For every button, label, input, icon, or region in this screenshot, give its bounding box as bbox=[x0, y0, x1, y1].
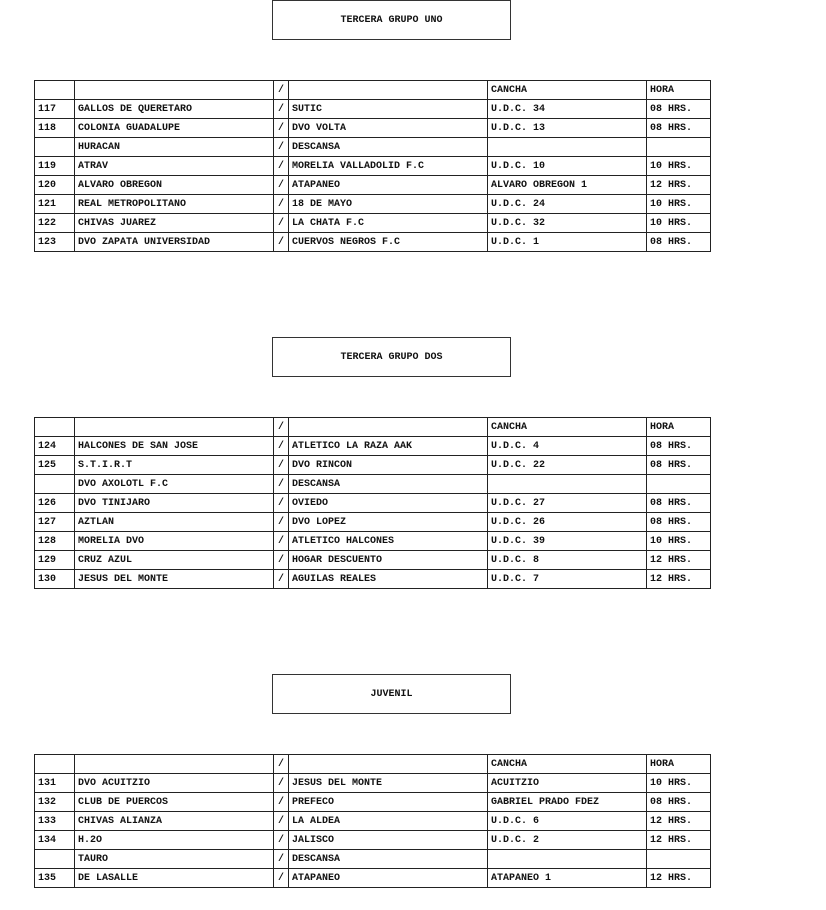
cell-away: ATAPANEO bbox=[289, 869, 488, 888]
cell-no: 121 bbox=[35, 195, 75, 214]
header-cancha: CANCHA bbox=[488, 755, 647, 774]
header-empty bbox=[75, 418, 274, 437]
cell-away: LA ALDEA bbox=[289, 812, 488, 831]
cell-away: 18 DE MAYO bbox=[289, 195, 488, 214]
cell-home: DVO TINIJARO bbox=[75, 494, 274, 513]
cell-cancha: U.D.C. 26 bbox=[488, 513, 647, 532]
cell-no: 132 bbox=[35, 793, 75, 812]
cell-home: REAL METROPOLITANO bbox=[75, 195, 274, 214]
cell-home: CHIVAS JUAREZ bbox=[75, 214, 274, 233]
header-empty bbox=[75, 755, 274, 774]
cell-hora: 12 HRS. bbox=[647, 831, 711, 850]
cell-sep: / bbox=[274, 100, 289, 119]
cell-hora: 08 HRS. bbox=[647, 100, 711, 119]
cell-sep: / bbox=[274, 850, 289, 869]
cell-hora bbox=[647, 138, 711, 157]
header-empty bbox=[75, 81, 274, 100]
cell-sep: / bbox=[274, 437, 289, 456]
cell-no: 133 bbox=[35, 812, 75, 831]
cell-home: DVO ZAPATA UNIVERSIDAD bbox=[75, 233, 274, 252]
cell-no: 135 bbox=[35, 869, 75, 888]
cell-home: CRUZ AZUL bbox=[75, 551, 274, 570]
cell-home: COLONIA GUADALUPE bbox=[75, 119, 274, 138]
cell-sep: / bbox=[274, 214, 289, 233]
cell-no: 118 bbox=[35, 119, 75, 138]
table-row bbox=[35, 100, 711, 119]
cell-home: DVO ACUITZIO bbox=[75, 774, 274, 793]
cell-home: DE LASALLE bbox=[75, 869, 274, 888]
cell-hora: 08 HRS. bbox=[647, 456, 711, 475]
cell-away: DESCANSA bbox=[289, 850, 488, 869]
cell-sep: / bbox=[274, 793, 289, 812]
header-empty bbox=[289, 755, 488, 774]
cell-sep: / bbox=[274, 774, 289, 793]
cell-home: GALLOS DE QUERETARO bbox=[75, 100, 274, 119]
cell-sep: / bbox=[274, 456, 289, 475]
cell-sep: / bbox=[274, 570, 289, 589]
cell-away: CUERVOS NEGROS F.C bbox=[289, 233, 488, 252]
header-empty bbox=[35, 81, 75, 100]
cell-sep: / bbox=[274, 532, 289, 551]
table-row bbox=[35, 176, 711, 195]
table-row bbox=[35, 233, 711, 252]
cell-home: TAURO bbox=[75, 850, 274, 869]
table-row bbox=[35, 494, 711, 513]
section-title: TERCERA GRUPO DOS bbox=[272, 337, 511, 377]
cell-hora: 12 HRS. bbox=[647, 570, 711, 589]
cell-away: PREFECO bbox=[289, 793, 488, 812]
cell-away: MORELIA VALLADOLID F.C bbox=[289, 157, 488, 176]
table-row bbox=[35, 551, 711, 570]
cell-home: CLUB DE PUERCOS bbox=[75, 793, 274, 812]
header-row bbox=[35, 418, 711, 437]
cell-home: HURACAN bbox=[75, 138, 274, 157]
cell-no: 129 bbox=[35, 551, 75, 570]
cell-cancha: ALVARO OBREGON 1 bbox=[488, 176, 647, 195]
header-empty bbox=[289, 81, 488, 100]
header-cancha: CANCHA bbox=[488, 418, 647, 437]
table-row bbox=[35, 437, 711, 456]
cell-home: JESUS DEL MONTE bbox=[75, 570, 274, 589]
cell-cancha: ATAPANEO 1 bbox=[488, 869, 647, 888]
cell-no: 125 bbox=[35, 456, 75, 475]
table-row bbox=[35, 214, 711, 233]
cell-cancha: U.D.C. 6 bbox=[488, 812, 647, 831]
cell-cancha: U.D.C. 39 bbox=[488, 532, 647, 551]
cell-home: S.T.I.R.T bbox=[75, 456, 274, 475]
cell-cancha: U.D.C. 1 bbox=[488, 233, 647, 252]
cell-cancha: U.D.C. 27 bbox=[488, 494, 647, 513]
cell-no: 131 bbox=[35, 774, 75, 793]
table-row bbox=[35, 456, 711, 475]
cell-hora: 12 HRS. bbox=[647, 551, 711, 570]
header-hora: HORA bbox=[647, 418, 711, 437]
cell-away: DESCANSA bbox=[289, 475, 488, 494]
cell-no: 126 bbox=[35, 494, 75, 513]
cell-hora: 10 HRS. bbox=[647, 214, 711, 233]
cell-hora: 12 HRS. bbox=[647, 812, 711, 831]
cell-cancha: U.D.C. 7 bbox=[488, 570, 647, 589]
section-title: JUVENIL bbox=[272, 674, 511, 714]
cell-away: AGUILAS REALES bbox=[289, 570, 488, 589]
table-row bbox=[35, 157, 711, 176]
table-row bbox=[35, 850, 711, 869]
table-row bbox=[35, 831, 711, 850]
table-row bbox=[35, 138, 711, 157]
cell-sep: / bbox=[274, 812, 289, 831]
table-row bbox=[35, 513, 711, 532]
cell-no: 123 bbox=[35, 233, 75, 252]
cell-cancha: GABRIEL PRADO FDEZ bbox=[488, 793, 647, 812]
cell-no: 117 bbox=[35, 100, 75, 119]
header-row bbox=[35, 81, 711, 100]
cell-hora: 10 HRS. bbox=[647, 195, 711, 214]
cell-away: DVO VOLTA bbox=[289, 119, 488, 138]
cell-hora: 10 HRS. bbox=[647, 774, 711, 793]
section-title: TERCERA GRUPO UNO bbox=[272, 0, 511, 40]
cell-away: ATAPANEO bbox=[289, 176, 488, 195]
cell-away: HOGAR DESCUENTO bbox=[289, 551, 488, 570]
cell-sep: / bbox=[274, 195, 289, 214]
cell-sep: / bbox=[274, 176, 289, 195]
cell-cancha: U.D.C. 13 bbox=[488, 119, 647, 138]
header-hora: HORA bbox=[647, 755, 711, 774]
cell-cancha: U.D.C. 8 bbox=[488, 551, 647, 570]
cell-hora: 08 HRS. bbox=[647, 233, 711, 252]
cell-sep: / bbox=[274, 138, 289, 157]
cell-away: DESCANSA bbox=[289, 138, 488, 157]
cell-away: DVO RINCON bbox=[289, 456, 488, 475]
cell-sep: / bbox=[274, 551, 289, 570]
cell-no: 128 bbox=[35, 532, 75, 551]
header-empty bbox=[35, 418, 75, 437]
cell-home: ATRAV bbox=[75, 157, 274, 176]
header-hora: HORA bbox=[647, 81, 711, 100]
cell-sep: / bbox=[274, 494, 289, 513]
cell-sep: / bbox=[274, 475, 289, 494]
cell-hora: 08 HRS. bbox=[647, 513, 711, 532]
table-row bbox=[35, 475, 711, 494]
cell-sep: / bbox=[274, 513, 289, 532]
cell-hora: 12 HRS. bbox=[647, 869, 711, 888]
header-cancha: CANCHA bbox=[488, 81, 647, 100]
table-row bbox=[35, 812, 711, 831]
cell-home: HALCONES DE SAN JOSE bbox=[75, 437, 274, 456]
fixture-table bbox=[34, 417, 711, 589]
cell-away: DVO LOPEZ bbox=[289, 513, 488, 532]
cell-away: JALISCO bbox=[289, 831, 488, 850]
cell-sep: / bbox=[274, 233, 289, 252]
cell-no: 134 bbox=[35, 831, 75, 850]
cell-no bbox=[35, 475, 75, 494]
cell-hora bbox=[647, 850, 711, 869]
cell-home: H.2O bbox=[75, 831, 274, 850]
cell-hora bbox=[647, 475, 711, 494]
cell-home: AZTLAN bbox=[75, 513, 274, 532]
fixture-table bbox=[34, 754, 711, 888]
header-separator: / bbox=[274, 755, 289, 774]
header-row bbox=[35, 755, 711, 774]
cell-away: OVIEDO bbox=[289, 494, 488, 513]
cell-hora: 08 HRS. bbox=[647, 494, 711, 513]
cell-hora: 08 HRS. bbox=[647, 793, 711, 812]
cell-hora: 08 HRS. bbox=[647, 119, 711, 138]
cell-home: MORELIA DVO bbox=[75, 532, 274, 551]
cell-away: ATLETICO HALCONES bbox=[289, 532, 488, 551]
table-row bbox=[35, 774, 711, 793]
cell-cancha: U.D.C. 34 bbox=[488, 100, 647, 119]
table-row bbox=[35, 195, 711, 214]
header-separator: / bbox=[274, 81, 289, 100]
cell-cancha bbox=[488, 138, 647, 157]
cell-cancha: ACUITZIO bbox=[488, 774, 647, 793]
header-separator: / bbox=[274, 418, 289, 437]
cell-sep: / bbox=[274, 119, 289, 138]
table-row bbox=[35, 793, 711, 812]
cell-no: 122 bbox=[35, 214, 75, 233]
fixture-table bbox=[34, 80, 711, 252]
cell-hora: 10 HRS. bbox=[647, 532, 711, 551]
table-row bbox=[35, 532, 711, 551]
header-empty bbox=[289, 418, 488, 437]
cell-away: JESUS DEL MONTE bbox=[289, 774, 488, 793]
cell-no: 124 bbox=[35, 437, 75, 456]
cell-hora: 10 HRS. bbox=[647, 157, 711, 176]
cell-cancha: U.D.C. 24 bbox=[488, 195, 647, 214]
cell-cancha: U.D.C. 10 bbox=[488, 157, 647, 176]
cell-home: CHIVAS ALIANZA bbox=[75, 812, 274, 831]
cell-sep: / bbox=[274, 869, 289, 888]
cell-sep: / bbox=[274, 831, 289, 850]
cell-cancha bbox=[488, 850, 647, 869]
cell-cancha bbox=[488, 475, 647, 494]
cell-cancha: U.D.C. 4 bbox=[488, 437, 647, 456]
header-empty bbox=[35, 755, 75, 774]
cell-no bbox=[35, 138, 75, 157]
cell-no: 127 bbox=[35, 513, 75, 532]
cell-sep: / bbox=[274, 157, 289, 176]
cell-home: DVO AXOLOTL F.C bbox=[75, 475, 274, 494]
cell-hora: 08 HRS. bbox=[647, 437, 711, 456]
cell-away: SUTIC bbox=[289, 100, 488, 119]
cell-no: 130 bbox=[35, 570, 75, 589]
cell-cancha: U.D.C. 2 bbox=[488, 831, 647, 850]
cell-hora: 12 HRS. bbox=[647, 176, 711, 195]
table-row bbox=[35, 570, 711, 589]
cell-cancha: U.D.C. 32 bbox=[488, 214, 647, 233]
cell-no: 119 bbox=[35, 157, 75, 176]
table-row bbox=[35, 119, 711, 138]
cell-no bbox=[35, 850, 75, 869]
cell-cancha: U.D.C. 22 bbox=[488, 456, 647, 475]
cell-no: 120 bbox=[35, 176, 75, 195]
cell-away: ATLETICO LA RAZA AAK bbox=[289, 437, 488, 456]
cell-away: LA CHATA F.C bbox=[289, 214, 488, 233]
cell-home: ALVARO OBREGON bbox=[75, 176, 274, 195]
table-row bbox=[35, 869, 711, 888]
